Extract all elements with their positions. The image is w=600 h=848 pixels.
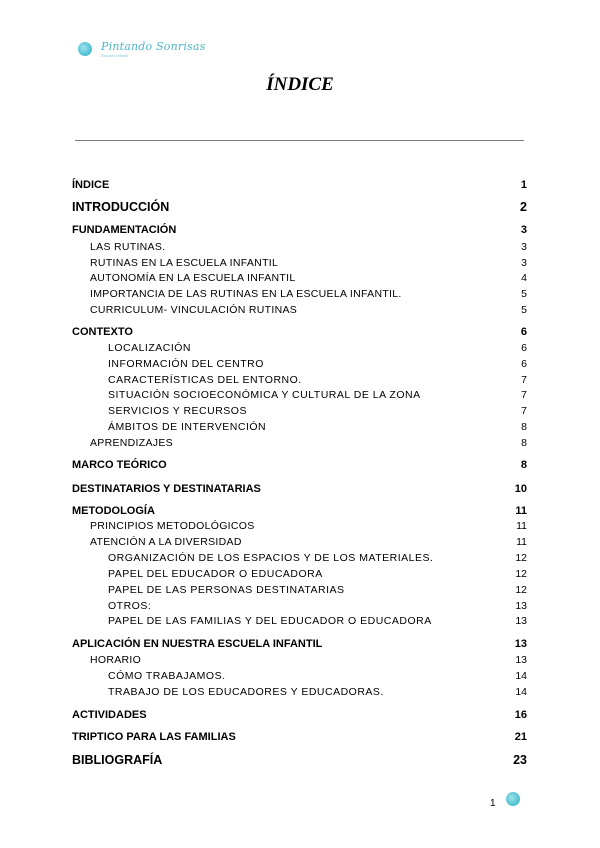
toc-entry[interactable] bbox=[72, 481, 527, 497]
toc-entry-page: 11 bbox=[516, 520, 527, 532]
footer-circle-icon bbox=[506, 792, 520, 806]
toc-entry-label: APLICACIÓN EN NUESTRA ESCUELA INFANTIL bbox=[72, 638, 323, 650]
toc-entry[interactable] bbox=[72, 356, 527, 372]
toc-entry-page: 14 bbox=[515, 670, 527, 682]
toc-entry[interactable] bbox=[72, 518, 527, 534]
toc-entry-page: 7 bbox=[521, 405, 527, 417]
toc-entry-label: FUNDAMENTACIÓN bbox=[72, 224, 177, 236]
toc-entry-page: 13 bbox=[514, 638, 527, 650]
toc-entry-page: 14 bbox=[515, 686, 527, 698]
toc-entry-label: PAPEL DE LAS FAMILIAS Y DEL EDUCADOR O EDUCADORA bbox=[108, 615, 432, 627]
toc-entry-label: CURRICULUM- VINCULACIÓN RUTINAS bbox=[90, 304, 298, 316]
toc-entry-label: ORGANIZACIÓN DE LOS ESPACIOS Y DE LOS MATERIALES. bbox=[108, 552, 434, 564]
toc-entry-label: LOCALIZACIÓN bbox=[108, 342, 192, 354]
toc-entry-page: 5 bbox=[521, 288, 527, 300]
toc-entry-page: 7 bbox=[521, 374, 527, 386]
page-title: ÍNDICE bbox=[266, 74, 334, 95]
toc-entry[interactable] bbox=[72, 270, 527, 286]
toc-entry-page: 7 bbox=[521, 389, 527, 401]
logo-name: Pintando Sonrisas bbox=[101, 40, 206, 53]
toc-entry[interactable] bbox=[72, 729, 527, 745]
toc-entry-label: SITUACIÓN SOCIOECONÓMICA Y CULTURAL DE LA ZONA bbox=[108, 389, 421, 401]
toc-entry-page: 8 bbox=[521, 437, 527, 449]
toc-entry-page: 4 bbox=[521, 272, 527, 284]
toc-entry-page: 6 bbox=[521, 358, 527, 370]
toc-entry-label: PAPEL DE LAS PERSONAS DESTINATARIAS bbox=[108, 584, 345, 596]
toc-entry-label: TRABAJO DE LOS EDUCADORES Y EDUCADORAS. bbox=[108, 686, 384, 698]
toc-entry[interactable] bbox=[72, 582, 527, 598]
toc-entry[interactable] bbox=[72, 387, 527, 403]
toc-entry-label: RUTINAS EN LA ESCUELA INFANTIL bbox=[90, 257, 279, 269]
toc-entry-label: CARACTERÍSTICAS DEL ENTORNO. bbox=[108, 374, 302, 386]
page-number: 1 bbox=[490, 798, 496, 809]
toc-entry-label: HORARIO bbox=[90, 654, 142, 666]
toc-entry-page: 11 bbox=[516, 536, 527, 548]
toc-entry-label: ÁMBITOS DE INTERVENCIÓN bbox=[108, 421, 267, 433]
toc-entry-page: 8 bbox=[520, 459, 527, 471]
toc-entry-page: 3 bbox=[521, 257, 527, 269]
toc-entry[interactable] bbox=[72, 636, 527, 652]
toc-entry-page: 3 bbox=[520, 224, 527, 236]
toc-entry-page: 16 bbox=[514, 709, 527, 721]
toc-entry-label: BIBLIOGRAFÍA bbox=[72, 753, 163, 767]
toc-entry-page: 12 bbox=[515, 584, 527, 596]
toc-entry-label: CÓMO TRABAJAMOS. bbox=[108, 670, 226, 682]
toc-entry[interactable] bbox=[72, 598, 527, 614]
toc-entry[interactable] bbox=[72, 534, 527, 550]
toc-entry-page: 8 bbox=[521, 421, 527, 433]
toc-entry[interactable] bbox=[72, 222, 527, 238]
toc-entry-page: 6 bbox=[521, 342, 527, 354]
toc-entry[interactable] bbox=[72, 652, 527, 668]
toc-entry-label: DESTINATARIOS Y DESTINATARIAS bbox=[72, 483, 261, 495]
toc-entry-label: METODOLOGÍA bbox=[72, 505, 155, 517]
logo bbox=[76, 40, 206, 62]
toc-entry-page: 3 bbox=[521, 241, 527, 253]
toc-entry-page: 13 bbox=[515, 615, 527, 627]
title-divider bbox=[75, 140, 524, 141]
toc-entry[interactable] bbox=[72, 302, 527, 318]
toc-entry[interactable] bbox=[72, 340, 527, 356]
toc-entry[interactable] bbox=[72, 613, 527, 629]
toc-entry-label: ACTIVIDADES bbox=[72, 709, 147, 721]
toc-entry[interactable] bbox=[72, 419, 527, 435]
toc-entry-label: ÍNDICE bbox=[72, 179, 110, 191]
toc-entry-label: ATENCIÓN A LA DIVERSIDAD bbox=[90, 536, 242, 548]
toc-entry[interactable] bbox=[72, 550, 527, 566]
toc-entry-label: CONTEXTO bbox=[72, 326, 133, 338]
toc-entry-page: 2 bbox=[520, 200, 527, 214]
toc-entry-page: 12 bbox=[515, 552, 527, 564]
toc-entry-page: 13 bbox=[515, 600, 527, 612]
toc-entry-page: 12 bbox=[515, 568, 527, 580]
toc-entry-page: 23 bbox=[513, 753, 527, 767]
toc-entry-label: APRENDIZAJES bbox=[90, 437, 173, 449]
toc-entry-label: INFORMACIÓN DEL CENTRO bbox=[108, 358, 264, 370]
toc-entry[interactable] bbox=[72, 255, 527, 271]
toc-entry-page: 13 bbox=[515, 654, 527, 666]
toc-entry-page: 21 bbox=[514, 731, 527, 743]
toc-entry-page: 10 bbox=[514, 483, 527, 495]
toc-entry-label: INTRODUCCIÓN bbox=[72, 200, 170, 214]
toc-entry-label: TRIPTICO PARA LAS FAMILIAS bbox=[72, 731, 236, 743]
toc-entry[interactable] bbox=[72, 566, 527, 582]
toc-entry[interactable] bbox=[72, 684, 527, 700]
toc-entry[interactable] bbox=[72, 457, 527, 473]
toc-entry[interactable] bbox=[72, 503, 527, 519]
toc-entry-label: OTROS: bbox=[108, 600, 152, 612]
toc-entry-page: 5 bbox=[521, 304, 527, 316]
logo-circle-icon bbox=[78, 42, 92, 56]
toc-entry-page: 11 bbox=[515, 505, 527, 517]
toc-entry-label: MARCO TEÓRICO bbox=[72, 459, 167, 471]
toc-entry-label: PAPEL DEL EDUCADOR O EDUCADORA bbox=[108, 568, 323, 580]
toc-entry[interactable] bbox=[72, 403, 527, 419]
toc-entry[interactable] bbox=[72, 177, 527, 193]
toc-entry-label: SERVICIOS Y RECURSOS bbox=[108, 405, 247, 417]
toc-entry[interactable] bbox=[72, 286, 527, 302]
toc-entry-label: AUTONOMÍA EN LA ESCUELA INFANTIL bbox=[90, 272, 296, 284]
toc-entry[interactable] bbox=[72, 752, 527, 768]
toc-entry-page: 1 bbox=[520, 179, 527, 191]
toc-entry[interactable] bbox=[72, 707, 527, 723]
toc-entry[interactable] bbox=[72, 199, 527, 215]
toc-entry[interactable] bbox=[72, 668, 527, 684]
logo-tagline: Escuela Infantil bbox=[101, 53, 129, 58]
toc-entry[interactable] bbox=[72, 435, 527, 451]
toc-entry-label: LAS RUTINAS. bbox=[90, 241, 166, 253]
toc-entry-label: IMPORTANCIA DE LAS RUTINAS EN LA ESCUELA INFANTIL. bbox=[90, 288, 402, 300]
toc-entry[interactable] bbox=[72, 372, 527, 388]
toc-entry-page: 6 bbox=[520, 326, 527, 338]
toc-entry[interactable] bbox=[72, 324, 527, 340]
toc-entry[interactable] bbox=[72, 239, 527, 255]
toc-entry-label: PRINCIPIOS METODOLÓGICOS bbox=[90, 520, 255, 532]
